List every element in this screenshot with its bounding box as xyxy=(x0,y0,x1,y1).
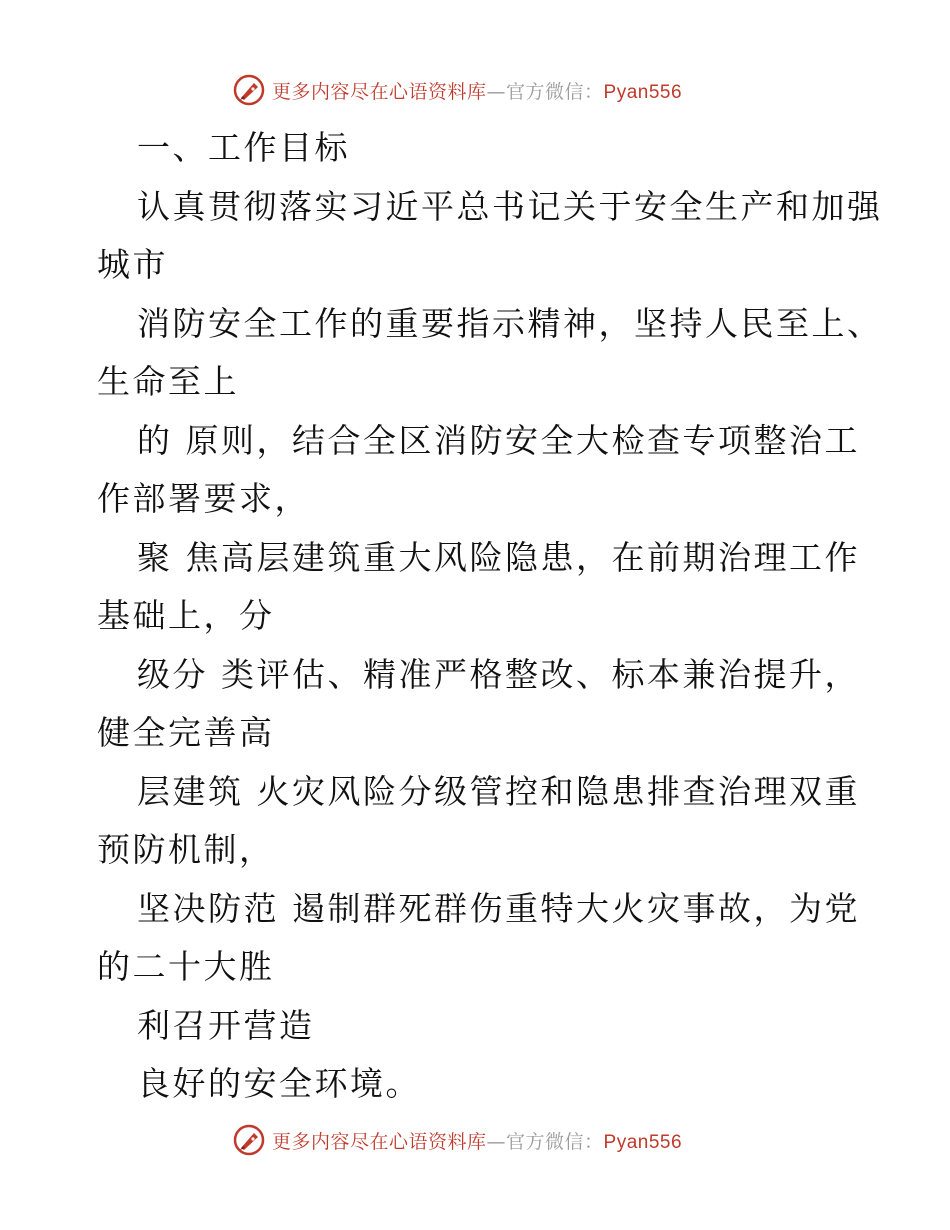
paragraph-line: 利召开营造 xyxy=(137,1005,315,1045)
banner-dash: — xyxy=(486,1130,507,1153)
paragraph-line: 认真贯彻落实习近平总书记关于安全生产和加强 xyxy=(137,186,883,226)
paragraph-line: 预防机制， xyxy=(97,830,275,869)
paragraph-line: 坚决防范 遏制群死群伤重特大火灾事故，为党 xyxy=(137,888,860,928)
section-heading: 一、工作目标 xyxy=(137,128,350,167)
paragraph-line: 聚 焦高层建筑重大风险隐患，在前期治理工作 xyxy=(137,537,860,577)
banner-text xyxy=(272,77,682,104)
banner-main: 更多内容尽在心语资料库 xyxy=(272,1130,487,1153)
paragraph-line: 消防安全工作的重要指示精神，坚持人民至上、 xyxy=(137,303,883,343)
document-body xyxy=(97,119,883,1114)
pen-nib-logo-icon xyxy=(232,73,266,107)
banner-main: 更多内容尽在心语资料库 xyxy=(272,80,487,103)
paragraph-line: 城市 xyxy=(97,245,168,284)
banner-wechat-id: Pyan556 xyxy=(603,81,683,103)
paragraph-line: 健全完善高 xyxy=(97,713,275,752)
pen-nib-logo-icon xyxy=(232,1123,266,1157)
banner-text xyxy=(272,1127,682,1154)
banner-dash: — xyxy=(486,80,507,103)
paragraph-line: 的 原则，结合全区消防安全大检查专项整治工 xyxy=(137,420,860,460)
paragraph-line: 良好的安全环境。 xyxy=(137,1064,421,1103)
paragraph-line: 层建筑 火灾风险分级管控和隐患排查治理双重 xyxy=(137,771,860,811)
banner-wechat-label: 官方微信： xyxy=(506,1130,604,1153)
paragraph-line: 的二十大胜 xyxy=(97,947,275,986)
header-banner xyxy=(232,73,682,107)
paragraph-line: 基础上，分 xyxy=(97,596,275,635)
footer-banner xyxy=(232,1123,682,1157)
paragraph-line: 作部署要求， xyxy=(97,479,310,518)
paragraph-line: 级分 类评估、精准严格整改、标本兼治提升， xyxy=(137,654,860,694)
paragraph-line: 生命至上 xyxy=(97,362,239,401)
banner-wechat-label: 官方微信： xyxy=(506,80,604,103)
banner-wechat-id: Pyan556 xyxy=(603,1131,683,1153)
